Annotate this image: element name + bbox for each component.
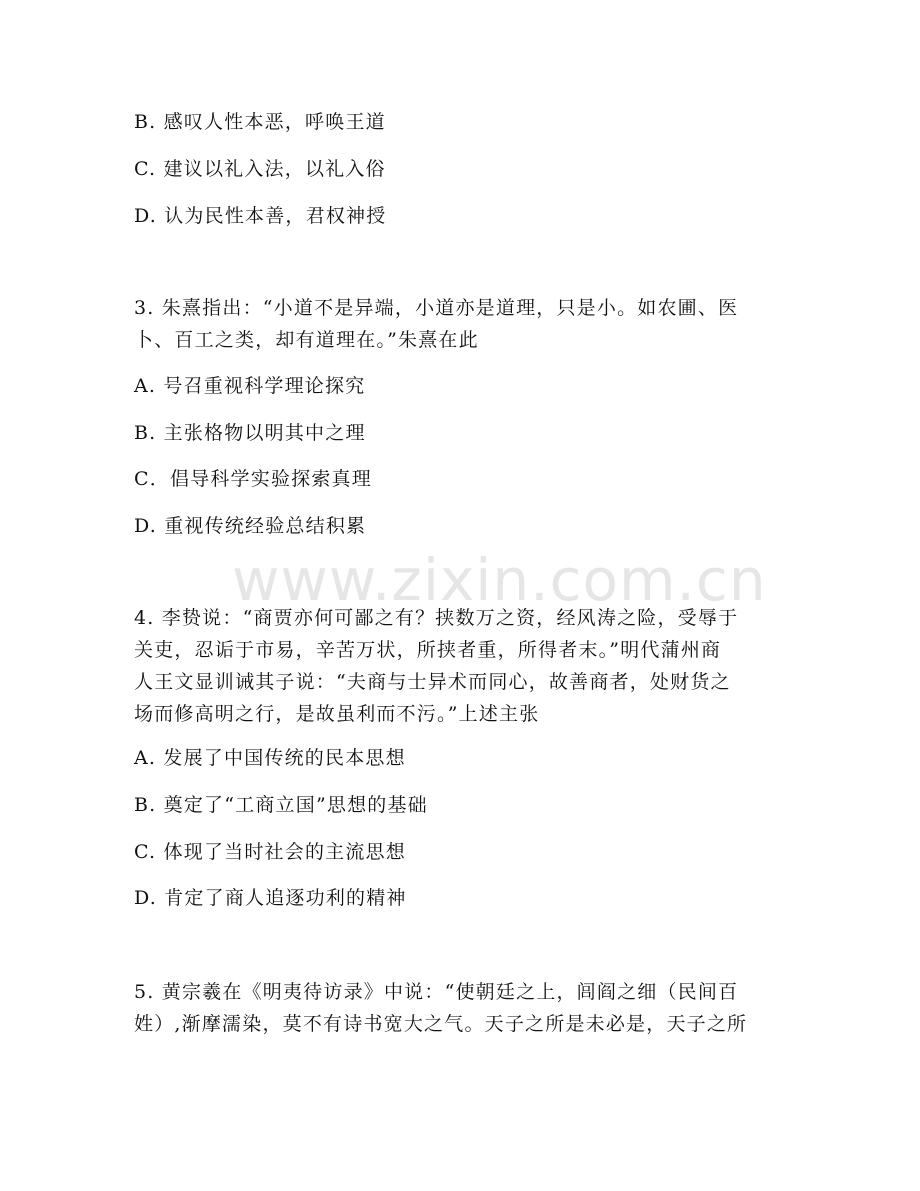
q2-option-b: B. 感叹人性本恶，呼唤王道 [134, 111, 386, 133]
q3-stem-line2: 卜、百工之类，却有道理在。”朱熹在此 [134, 329, 479, 351]
q3-option-c: C．倡导科学实验探索真理 [134, 468, 372, 490]
q4-stem-line3: 人王文显训诫其子说：“夫商与士异术而同心，故善商者，处财货之 [134, 671, 731, 693]
q4-option-a: A. 发展了中国传统的民本思想 [134, 747, 406, 769]
q4-option-b: B. 奠定了“工商立国”思想的基础 [134, 794, 428, 816]
q2-option-d: D. 认为民性本善，君权神授 [134, 205, 387, 227]
q4-option-d: D. 肯定了商人追逐功利的精神 [134, 887, 407, 909]
q4-stem-line2: 关吏，忍诟于市易，辛苦万状，所挟者重，所得者末。”明代蒲州商 [134, 639, 722, 661]
q2-option-c: C. 建议以礼入法，以礼入俗 [134, 158, 386, 180]
q3-stem-line1: 3. 朱熹指出：“小道不是异端，小道亦是道理，只是小。如农圃、医 [134, 297, 739, 319]
q4-stem-line4: 场而修高明之行，是故虽利而不污。”上述主张 [134, 703, 540, 725]
q3-option-d: D. 重视传统经验总结积累 [134, 515, 367, 537]
watermark: www.zixin.com.cn [232, 546, 767, 614]
q3-option-b: B. 主张格物以明其中之理 [134, 422, 366, 444]
q3-option-a: A. 号召重视科学理论探究 [134, 375, 366, 397]
q5-stem-line1: 5. 黄宗羲在《明夷待访录》中说：“使朝廷之上，闾阎之细（民间百 [134, 981, 739, 1003]
q4-stem-line1: 4. 李贽说：“商贾亦何可鄙之有？挟数万之资，经风涛之险，受辱于 [134, 607, 739, 629]
q5-stem-line2: 姓）,渐摩濡染，莫不有诗书宽大之气。天子之所是未必是，天子之所 [134, 1013, 748, 1035]
q4-option-c: C. 体现了当时社会的主流思想 [134, 841, 406, 863]
